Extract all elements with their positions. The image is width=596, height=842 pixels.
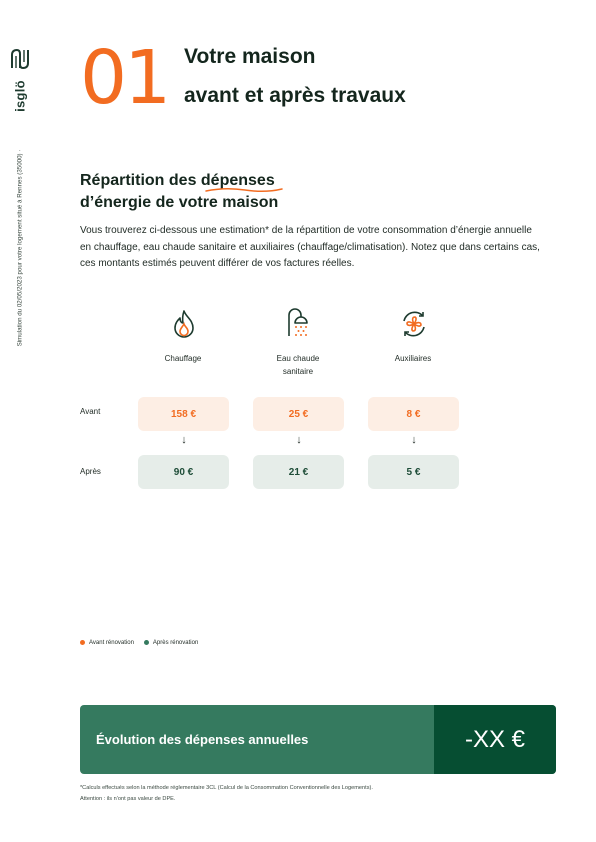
legend	[80, 640, 198, 646]
flame-icon	[168, 308, 200, 340]
banner-label: Évolution des dépenses annuelles	[96, 732, 309, 747]
category-label-auxiliaires	[363, 352, 463, 365]
category-label-eau-chaude	[248, 352, 348, 378]
legend-label-before: Avant rénovation	[89, 640, 134, 647]
section-title-line2: d’énergie de votre maison	[80, 194, 279, 211]
title-underline-decoration	[205, 186, 283, 194]
intro-paragraph: Vous trouverez ci-dessous une estimation* de la répartition de votre consommation d’énergie annuelle en chauffage, eau chaude sanitaire et auxiliaires (chauffage/climatisation). Notez que dans certains cas, ces montants estimés peuvent différer de vos factures réelles.	[80, 225, 540, 269]
legend-label-after: Après rénovation	[152, 640, 199, 647]
arrow-down-icon: ↓	[296, 434, 302, 446]
page-title-line1: Votre maison	[184, 45, 316, 68]
footnote-warning: Attention : ils n’ont pas valeur de DPE.	[80, 796, 176, 802]
value-before-eau-chaude: 25 €	[253, 397, 344, 431]
simulation-caption: Simulation du 02/05/2023 pour votre logement situé à Rennes (35000) ·	[16, 149, 24, 347]
row-label-after: Après	[80, 467, 101, 476]
arrow-down-icon: ↓	[411, 434, 417, 446]
value-after-auxiliaires: 5 €	[368, 455, 459, 489]
value-after-chauffage: 90 €	[138, 455, 229, 489]
footnote-method: *Calculs effectués selon la méthode réglementaire 3CL (Calcul de la Consommation Conventionnelle des Logements).	[80, 785, 373, 791]
category-label-line1: Chauffage	[164, 354, 202, 363]
category-label-chauffage	[133, 352, 233, 365]
isglo-logo-icon	[9, 47, 31, 71]
shower-icon	[283, 306, 315, 338]
legend-dot-before	[80, 640, 85, 645]
category-label-line1: Eau chaude	[276, 354, 320, 363]
arrow-down-icon: ↓	[181, 434, 187, 446]
value-before-auxiliaires: 8 €	[368, 397, 459, 431]
section-number: 01	[80, 35, 169, 121]
section-title-line1: Répartition des dépenses	[80, 172, 275, 189]
banner-value: -XX €	[434, 705, 556, 774]
value-before-chauffage: 158 €	[138, 397, 229, 431]
page-title-line2: avant et après travaux	[184, 84, 406, 107]
fan-icon	[398, 308, 430, 340]
category-label-line1: Auxiliaires	[394, 354, 432, 363]
legend-item-after	[144, 640, 198, 646]
value-after-eau-chaude: 21 €	[253, 455, 344, 489]
legend-item-before	[80, 640, 134, 646]
category-label-line2: sanitaire	[282, 367, 314, 376]
legend-dot-after	[144, 640, 149, 645]
row-label-before: Avant	[80, 407, 101, 416]
annual-spending-banner	[80, 705, 556, 774]
brand-name: isglö	[12, 80, 28, 112]
